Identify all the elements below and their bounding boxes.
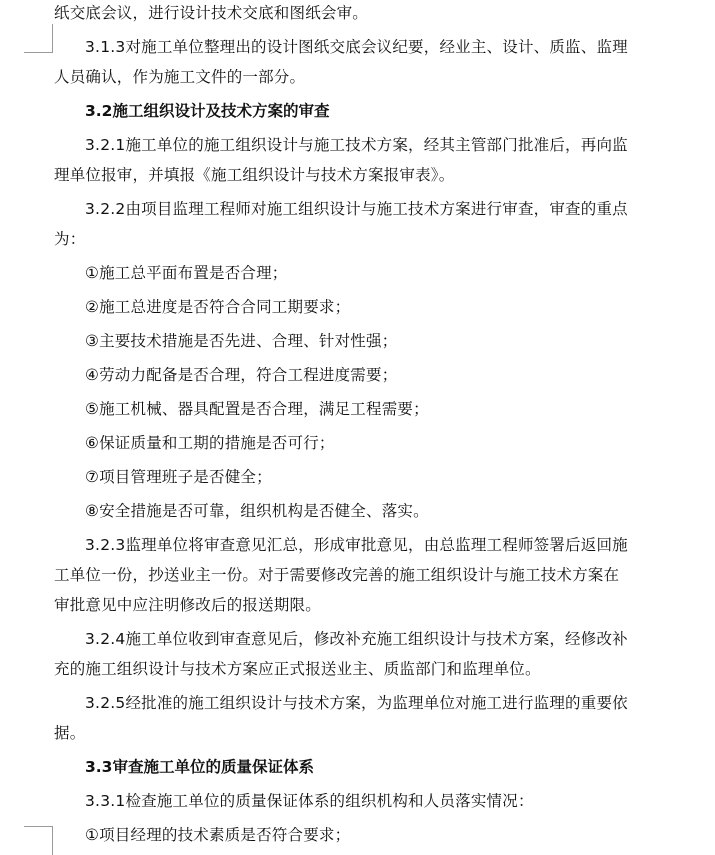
list-item: ④劳动力配备是否合理，符合工程进度需要；: [85, 366, 398, 384]
list-item: ②施工总进度是否符合合同工期要求；: [85, 298, 351, 316]
page-corner-mark-bottom: [24, 826, 53, 855]
paragraph-line: 纸交底会议，进行设计技术交底和图纸会审。: [54, 4, 369, 22]
paragraph-line: 3.2.2由项目监理工程师对施工组织设计与施工技术方案进行审查，审查的重点: [85, 200, 628, 218]
list-item: ①施工总平面布置是否合理；: [85, 264, 288, 282]
paragraph-line: 审批意见中应注明修改后的报送期限。: [54, 596, 321, 614]
section-heading-3-2: 3.2施工组织设计及技术方案的审查: [85, 102, 330, 120]
paragraph-line: 据。: [54, 724, 86, 742]
list-item: ⑥保证质量和工期的措施是否可行；: [85, 434, 335, 452]
list-item: ⑤施工机械、器具配置是否合理，满足工程需要；: [85, 400, 429, 418]
section-heading-3-3: 3.3审查施工单位的质量保证体系: [85, 758, 314, 776]
paragraph-line: 充的施工组织设计与技术方案应正式报送业主、质监部门和监理单位。: [54, 660, 541, 678]
paragraph-line: 3.2.5经批准的施工组织设计与技术方案，为监理单位对施工进行监理的重要依: [85, 694, 628, 712]
paragraph-line: 3.2.4施工单位收到审查意见后，修改补充施工组织设计与技术方案，经修改补: [85, 630, 628, 648]
paragraph-line: 3.1.3对施工单位整理出的设计图纸交底会议纪要，经业主、设计、质监、监理: [85, 38, 628, 56]
list-item: ⑧安全措施是否可靠，组织机构是否健全、落实。: [85, 502, 429, 520]
paragraph-line: 工单位一份，抄送业主一份。对于需要修改完善的施工组织设计与施工技术方案在: [54, 566, 620, 584]
document-page: [54, 0, 664, 850]
list-item: ③主要技术措施是否先进、合理、针对性强；: [85, 332, 398, 350]
paragraph-line: 3.2.1施工单位的施工组织设计与施工技术方案，经其主管部门批准后，再向监: [85, 136, 628, 154]
paragraph-line: 3.3.1检查施工单位的质量保证体系的组织机构和人员落实情况：: [85, 792, 534, 810]
page-corner-mark-top: [24, 24, 53, 53]
paragraph-line: 理单位报审，并填报《施工组织设计与技术方案报审表》。: [54, 166, 455, 184]
paragraph-line: 3.2.3监理单位将审查意见汇总，形成审批意见，由总监理工程师签署后返回施: [85, 536, 628, 554]
paragraph-line: 人员确认，作为施工文件的一部分。: [54, 68, 306, 86]
list-item: ①项目经理的技术素质是否符合要求；: [85, 826, 351, 844]
list-item: ⑦项目管理班子是否健全；: [85, 468, 272, 486]
paragraph-line: 为：: [54, 230, 86, 248]
